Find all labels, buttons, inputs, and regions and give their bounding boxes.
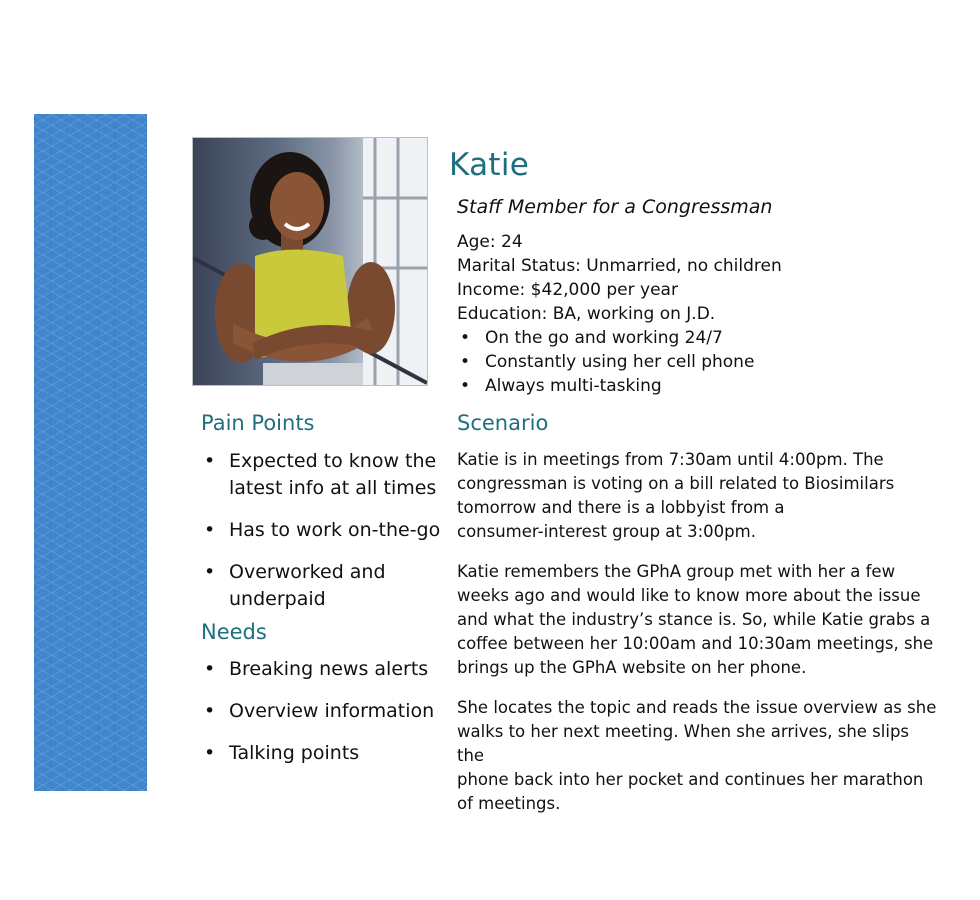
need-item: • Overview information [201,698,434,725]
persona-illustration [193,138,427,385]
scenario-paragraph [457,696,937,816]
pain-points-list [201,448,440,628]
pain-point-item [201,559,440,613]
fact-age: Age: 24 [457,232,523,252]
pain-point-line: latest info at all times [229,477,437,499]
pain-point-line: underpaid [229,588,326,610]
scenario-line: tomorrow and there is a lobbyist from a [457,498,785,517]
pain-point-item [201,448,440,502]
scenario-heading: Scenario [457,411,549,435]
scenario-line: congressman is voting on a bill related to Biosimilars [457,474,895,493]
pain-point-line: Has to work on-the-go [229,519,441,541]
scenario-paragraph [457,560,937,680]
scenario-line: phone back into her pocket and continues her marathon [457,770,924,789]
fact-marital-status: Marital Status: Unmarried, no children [457,256,782,276]
scenario-line: brings up the GPhA website on her phone. [457,658,807,677]
pain-point-item [201,517,440,544]
fact-education: Education: BA, working on J.D. [457,304,716,324]
needs-list [201,656,434,782]
needs-heading: Needs [201,620,267,644]
pain-point-line: Overworked and [229,561,386,583]
scenario-line: and what the industry’s stance is. So, while Katie grabs a [457,610,931,629]
persona-facts [457,230,782,398]
scenario-line: Katie is in meetings from 7:30am until 4:00pm. The [457,450,884,469]
fact-income: Income: $42,000 per year [457,280,678,300]
pain-points-heading: Pain Points [201,411,315,435]
persona-photo [192,137,428,386]
trait-item: • Constantly using her cell phone [457,350,782,374]
persona-name: Katie [449,147,530,183]
scenario-line: walks to her next meeting. When she arrives, she slips the [457,722,910,765]
scenario-line: of meetings. [457,794,561,813]
need-item: • Breaking news alerts [201,656,434,683]
persona-traits [457,326,782,398]
scenario-line: consumer-interest group at 3:00pm. [457,522,756,541]
scenario-line: She locates the topic and reads the issue overview as she [457,698,937,717]
trait-item: • Always multi-tasking [457,374,782,398]
persona-role: Staff Member for a Congressman [457,196,773,218]
trait-item: • On the go and working 24/7 [457,326,782,350]
scenario-paragraph [457,448,937,544]
scenario-text [457,448,937,832]
pain-point-line: Expected to know the [229,450,437,472]
decorative-side-band [34,114,147,791]
scenario-line: coffee between her 10:00am and 10:30am meetings, she [457,634,934,653]
scenario-line: weeks ago and would like to know more about the issue [457,586,921,605]
need-item: • Talking points [201,740,434,767]
scenario-line: Katie remembers the GPhA group met with her a few [457,562,896,581]
